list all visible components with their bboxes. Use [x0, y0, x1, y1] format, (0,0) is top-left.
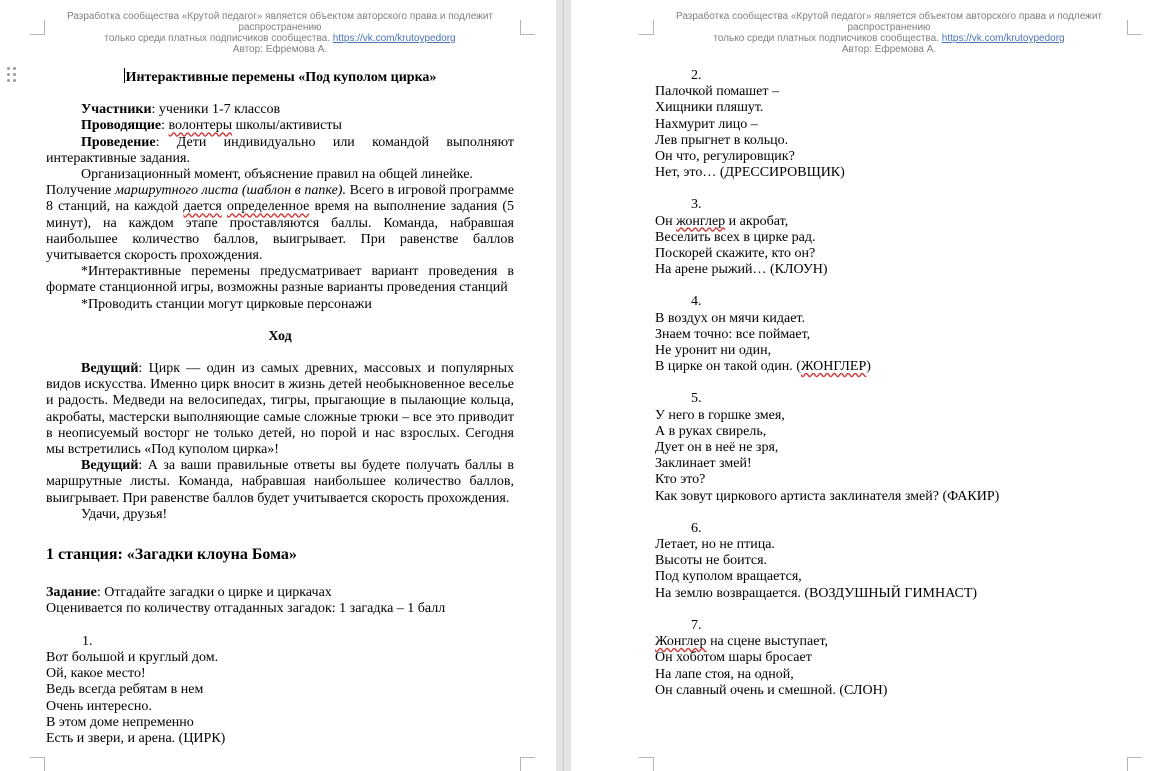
- riddle-line: Заклинает змей!: [655, 456, 752, 472]
- riddle-line: Жонглер на сцене выступает,: [655, 634, 829, 650]
- margin-corner-mark: [30, 757, 45, 771]
- riddle-number: 7.: [691, 617, 702, 633]
- hosts-line: Проводящие: волонтеры школы/активисты: [81, 118, 342, 134]
- riddle-number: 5.: [691, 391, 702, 407]
- organization-paragraph: Организационный момент, объяснение правил на общей линейке.: [81, 167, 473, 183]
- page-header: [40, 11, 520, 44]
- spellcheck-word[interactable]: определенное: [226, 199, 310, 215]
- margin-corner-mark: [520, 757, 535, 771]
- riddle-line: На лапе стоя, на одной,: [655, 666, 794, 682]
- spellcheck-word[interactable]: волонтеры: [168, 118, 233, 134]
- riddle-line: Дует он в неё не зря,: [655, 440, 779, 456]
- riddle-line: Есть и звери, и арена. (ЦИРК): [46, 730, 226, 746]
- community-link[interactable]: https://vk.com/krutoypedorg: [332, 33, 456, 44]
- riddle-line: Хищники пляшут.: [655, 100, 764, 116]
- note-paragraph: *Проводить станции могут цирковые персонажи: [81, 296, 372, 312]
- riddle-line: Лев прыгнет в кольцо.: [655, 132, 789, 148]
- copyright-line: только среди платных подписчиков сообщества. https://vk.com/krutoypedorg: [713, 33, 1065, 44]
- riddle-line: А в руках свирель,: [655, 423, 767, 439]
- riddle-line: Под куполом вращается,: [655, 569, 802, 585]
- riddle-line: Нет, это… (ДРЕССИРОВЩИК): [655, 165, 845, 181]
- riddle-line: В этом доме непременно: [46, 714, 194, 730]
- copyright-line: Разработка сообщества «Крутой педагог» является объектом авторского права и подлежит распространению: [66, 11, 493, 33]
- riddle-line: В цирке он такой один. (ЖОНГЛЕР): [655, 359, 871, 375]
- riddle-number: 1.: [82, 633, 93, 649]
- riddle-line: Очень интересно.: [46, 698, 152, 714]
- route-sheet-paragraph: Получение маршрутного листа (шаблон в папке). Всего в игровой программе 8 станций, на каждой дается определенное время на выполнение задания (5 минут), на каждом этапе проставляются баллы. Команда, набравшая наибольшее количество баллов, выигрывает. При равенстве баллов учитывается скорость прохождения.: [46, 183, 515, 264]
- author-line: Автор: Ефремова А.: [841, 44, 937, 55]
- spellcheck-word[interactable]: Жонглер: [655, 634, 707, 650]
- document-page-left[interactable]: [0, 0, 556, 771]
- participants-line: Участники: ученики 1-7 классов: [81, 102, 281, 118]
- riddle-line: Он хоботом шары бросает: [655, 650, 812, 666]
- riddle-number: 2.: [691, 68, 702, 83]
- copyright-line: Разработка сообщества «Крутой педагог» является объектом авторского права и подлежит распространению: [675, 11, 1102, 33]
- page-body-right[interactable]: [655, 68, 1125, 699]
- riddle-number: 3.: [691, 197, 702, 213]
- riddle-line: У него в горшке змея,: [655, 407, 785, 423]
- riddle-number: 4.: [691, 294, 702, 310]
- note-paragraph: *Интерактивные перемены предусматривает вариант проведения в формате станционной игры, возможны разные варианты проведения станций: [46, 264, 514, 296]
- riddle-line: Палочкой помашет –: [655, 84, 780, 100]
- host-paragraph: Ведущий: А за ваши правильные ответы вы будете получать баллы в маршрутные листы. Команда, набравшая наибольшее количество баллов, выигрывает. При равенстве баллов будет учитывается скорость прохождения.: [46, 458, 514, 506]
- riddle-line: В воздух он мячи кидает.: [655, 310, 805, 326]
- host-paragraph: Ведущий: Цирк — один из самых древних, массовых и популярных видов искусства. Именно цирк вносит в жизнь детей необыкновенное веселье и радость. Медведи на велосипедах, тигры, прыгающие в пылающие кольца, акробаты, мастерски выполняющие самые сложные трюки – все это приводит в неописуемый восторг не только детей, но порой и нас взрослых. Сегодня мы встретились «Под куполом цирка»!: [46, 361, 514, 458]
- margin-corner-mark: [1127, 757, 1142, 771]
- section-heading: Ход: [268, 328, 292, 344]
- riddle-line: Поскорей скажите, кто он?: [655, 246, 816, 262]
- riddle-line: Ой, какое место!: [46, 666, 146, 682]
- riddle-number: 6.: [691, 520, 702, 536]
- margin-corner-mark: [520, 20, 535, 35]
- station-heading: 1 станция: «Загадки клоуна Бома»: [46, 546, 297, 564]
- margin-corner-mark: [1127, 20, 1142, 35]
- spellcheck-word[interactable]: ЖОНГЛЕР: [800, 359, 867, 375]
- document-page-right[interactable]: [571, 0, 1157, 771]
- page-body-left[interactable]: [46, 68, 514, 747]
- page-header: [649, 11, 1129, 44]
- riddle-line: Высоты не боится.: [655, 553, 768, 569]
- riddle-line: На землю возвращается. (ВОЗДУШНЫЙ ГИМНАСТ): [655, 585, 978, 601]
- riddle-line: Он что, регулировщик?: [655, 149, 795, 165]
- community-link[interactable]: https://vk.com/krutoypedorg: [941, 33, 1065, 44]
- good-luck-line: Удачи, друзья!: [81, 506, 168, 522]
- riddle-line: Он жонглер и акробат,: [655, 213, 789, 229]
- riddle-line: Кто это?: [655, 472, 706, 488]
- riddle-line: Как зовут циркового артиста заклинателя змей? (ФАКИР): [655, 488, 1000, 504]
- riddle-line: Вот большой и круглый дом.: [46, 649, 219, 665]
- task-line: Задание: Отгадайте загадки о цирке и циркачах: [46, 585, 332, 601]
- riddle-line: Летает, но не птица.: [655, 537, 775, 553]
- riddle-line: Он славный очень и смешной. (СЛОН): [655, 682, 888, 698]
- riddle-line: Нахмурит лицо –: [655, 116, 758, 132]
- copyright-line: только среди платных подписчиков сообщества. https://vk.com/krutoypedorg: [104, 33, 456, 44]
- document-title: Интерактивные перемены «Под куполом цирка»: [125, 70, 437, 85]
- riddle-line: Знаем точно: все поймает,: [655, 326, 811, 342]
- riddle-line: Ведь всегда ребятам в нем: [46, 682, 204, 698]
- riddle-line: На арене рыжий… (КЛОУН): [655, 262, 828, 278]
- page-divider: [563, 0, 564, 771]
- author-line: Автор: Ефремова А.: [232, 44, 328, 55]
- spellcheck-word[interactable]: жонглер: [676, 213, 726, 229]
- scoring-line: Оценивается по количеству отгаданных загадок: 1 загадка – 1 балл: [46, 601, 446, 617]
- margin-corner-mark: [639, 757, 654, 771]
- riddle-line: Не уронит ни один,: [655, 343, 772, 359]
- conduct-paragraph: Проведение: Дети индивидуально или командой выполняют интерактивные задания.: [46, 134, 514, 166]
- spellcheck-word[interactable]: дается: [183, 199, 222, 215]
- text-cursor: [124, 68, 125, 83]
- riddle-line: Веселить всех в цирке рад.: [655, 229, 816, 245]
